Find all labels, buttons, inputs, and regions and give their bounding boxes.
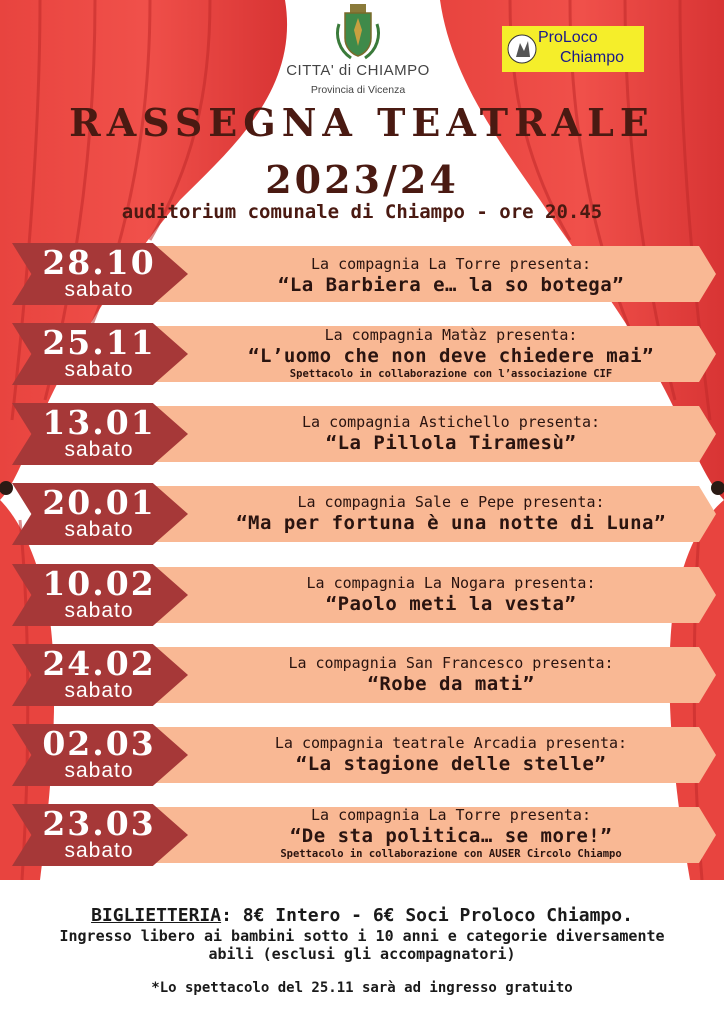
event-info <box>214 574 688 616</box>
event-company: La compagnia La Torre presenta: <box>311 806 591 824</box>
city-province: Provincia di Vicenza <box>310 84 406 96</box>
event-show-title: “La stagione delle stelle” <box>295 753 607 775</box>
ticket-prices <box>0 905 724 927</box>
event-row <box>0 644 724 706</box>
event-show-title: “De sta politica… se more!” <box>289 825 613 847</box>
event-row <box>0 804 724 866</box>
event-show-title: “La Barbiera e… la so botega” <box>277 274 625 296</box>
event-row <box>0 323 724 385</box>
event-info <box>214 255 688 297</box>
event-info <box>214 413 688 455</box>
venue-line: auditorium comunale di Chiampo - ore 20.45 <box>121 201 603 223</box>
proloco-text-line1: ProLoco <box>538 29 598 46</box>
page-title: RASSEGNA TEATRALE <box>69 100 655 145</box>
event-day: sabato <box>64 839 134 862</box>
event-date: 25.11 <box>42 323 156 362</box>
event-show-title: “L’uomo che non deve chiedere mai” <box>248 345 654 367</box>
event-show-title: “Ma per fortuna è una notte di Luna” <box>236 512 666 534</box>
ticket-free-entry: Ingresso libero ai bambini sotto i 10 anni e categorie diversamente <box>59 927 665 945</box>
city-name: CITTA' di CHIAMPO <box>286 62 430 79</box>
city-crest-icon <box>333 4 383 62</box>
event-show-title: “Robe da mati” <box>367 673 535 695</box>
event-info <box>214 326 688 381</box>
event-show-title: “La Pillola Tiramesù” <box>325 432 577 454</box>
event-date: 10.02 <box>42 564 156 603</box>
event-day: sabato <box>64 518 134 541</box>
ticket-info <box>0 905 724 997</box>
event-date: 24.02 <box>42 644 156 683</box>
event-company: La compagnia La Nogara presenta: <box>306 574 596 592</box>
event-info <box>214 806 688 861</box>
event-info <box>214 734 688 776</box>
ticket-price-text: : 8€ Intero - 6€ Soci Proloco Chiampo. <box>221 905 633 926</box>
proloco-logo <box>502 26 644 72</box>
event-row <box>0 724 724 786</box>
event-date: 23.03 <box>42 804 156 843</box>
event-note: Spettacolo in collaborazione con l’associazione CIF <box>289 368 613 380</box>
event-row <box>0 483 724 545</box>
event-info <box>214 493 688 535</box>
event-company: La compagnia La Torre presenta: <box>311 255 591 273</box>
event-date: 13.01 <box>42 403 156 442</box>
event-day: sabato <box>64 599 134 622</box>
event-date: 28.10 <box>42 243 156 282</box>
event-company: La compagnia Sale e Pepe presenta: <box>297 493 605 511</box>
event-show-title: “Paolo meti la vesta” <box>325 593 577 615</box>
event-row <box>0 243 724 305</box>
event-info <box>214 654 688 696</box>
event-company: La compagnia Astichello presenta: <box>301 413 600 431</box>
event-day: sabato <box>64 278 134 301</box>
event-date: 02.03 <box>42 724 156 763</box>
ticket-label: BIGLIETTERIA <box>91 905 222 926</box>
ticket-free-entry-cont: abili (esclusi gli accompagnatori) <box>208 945 516 963</box>
proloco-emblem-icon <box>506 29 538 69</box>
event-row <box>0 403 724 465</box>
event-note: Spettacolo in collaborazione con AUSER Circolo Chiampo <box>280 848 622 860</box>
event-company: La compagnia Matàz presenta: <box>324 326 578 344</box>
event-day: sabato <box>64 679 134 702</box>
season-year: 2023/24 <box>265 157 459 202</box>
event-day: sabato <box>64 438 134 461</box>
event-day: sabato <box>64 358 134 381</box>
event-day: sabato <box>64 759 134 782</box>
event-company: La compagnia San Francesco presenta: <box>288 654 614 672</box>
proloco-text-line2: Chiampo <box>560 49 625 66</box>
ticket-footnote: *Lo spettacolo del 25.11 sarà ad ingresso gratuito <box>151 980 573 996</box>
event-row <box>0 564 724 626</box>
event-company: La compagnia teatrale Arcadia presenta: <box>274 734 628 752</box>
event-date: 20.01 <box>42 483 156 522</box>
